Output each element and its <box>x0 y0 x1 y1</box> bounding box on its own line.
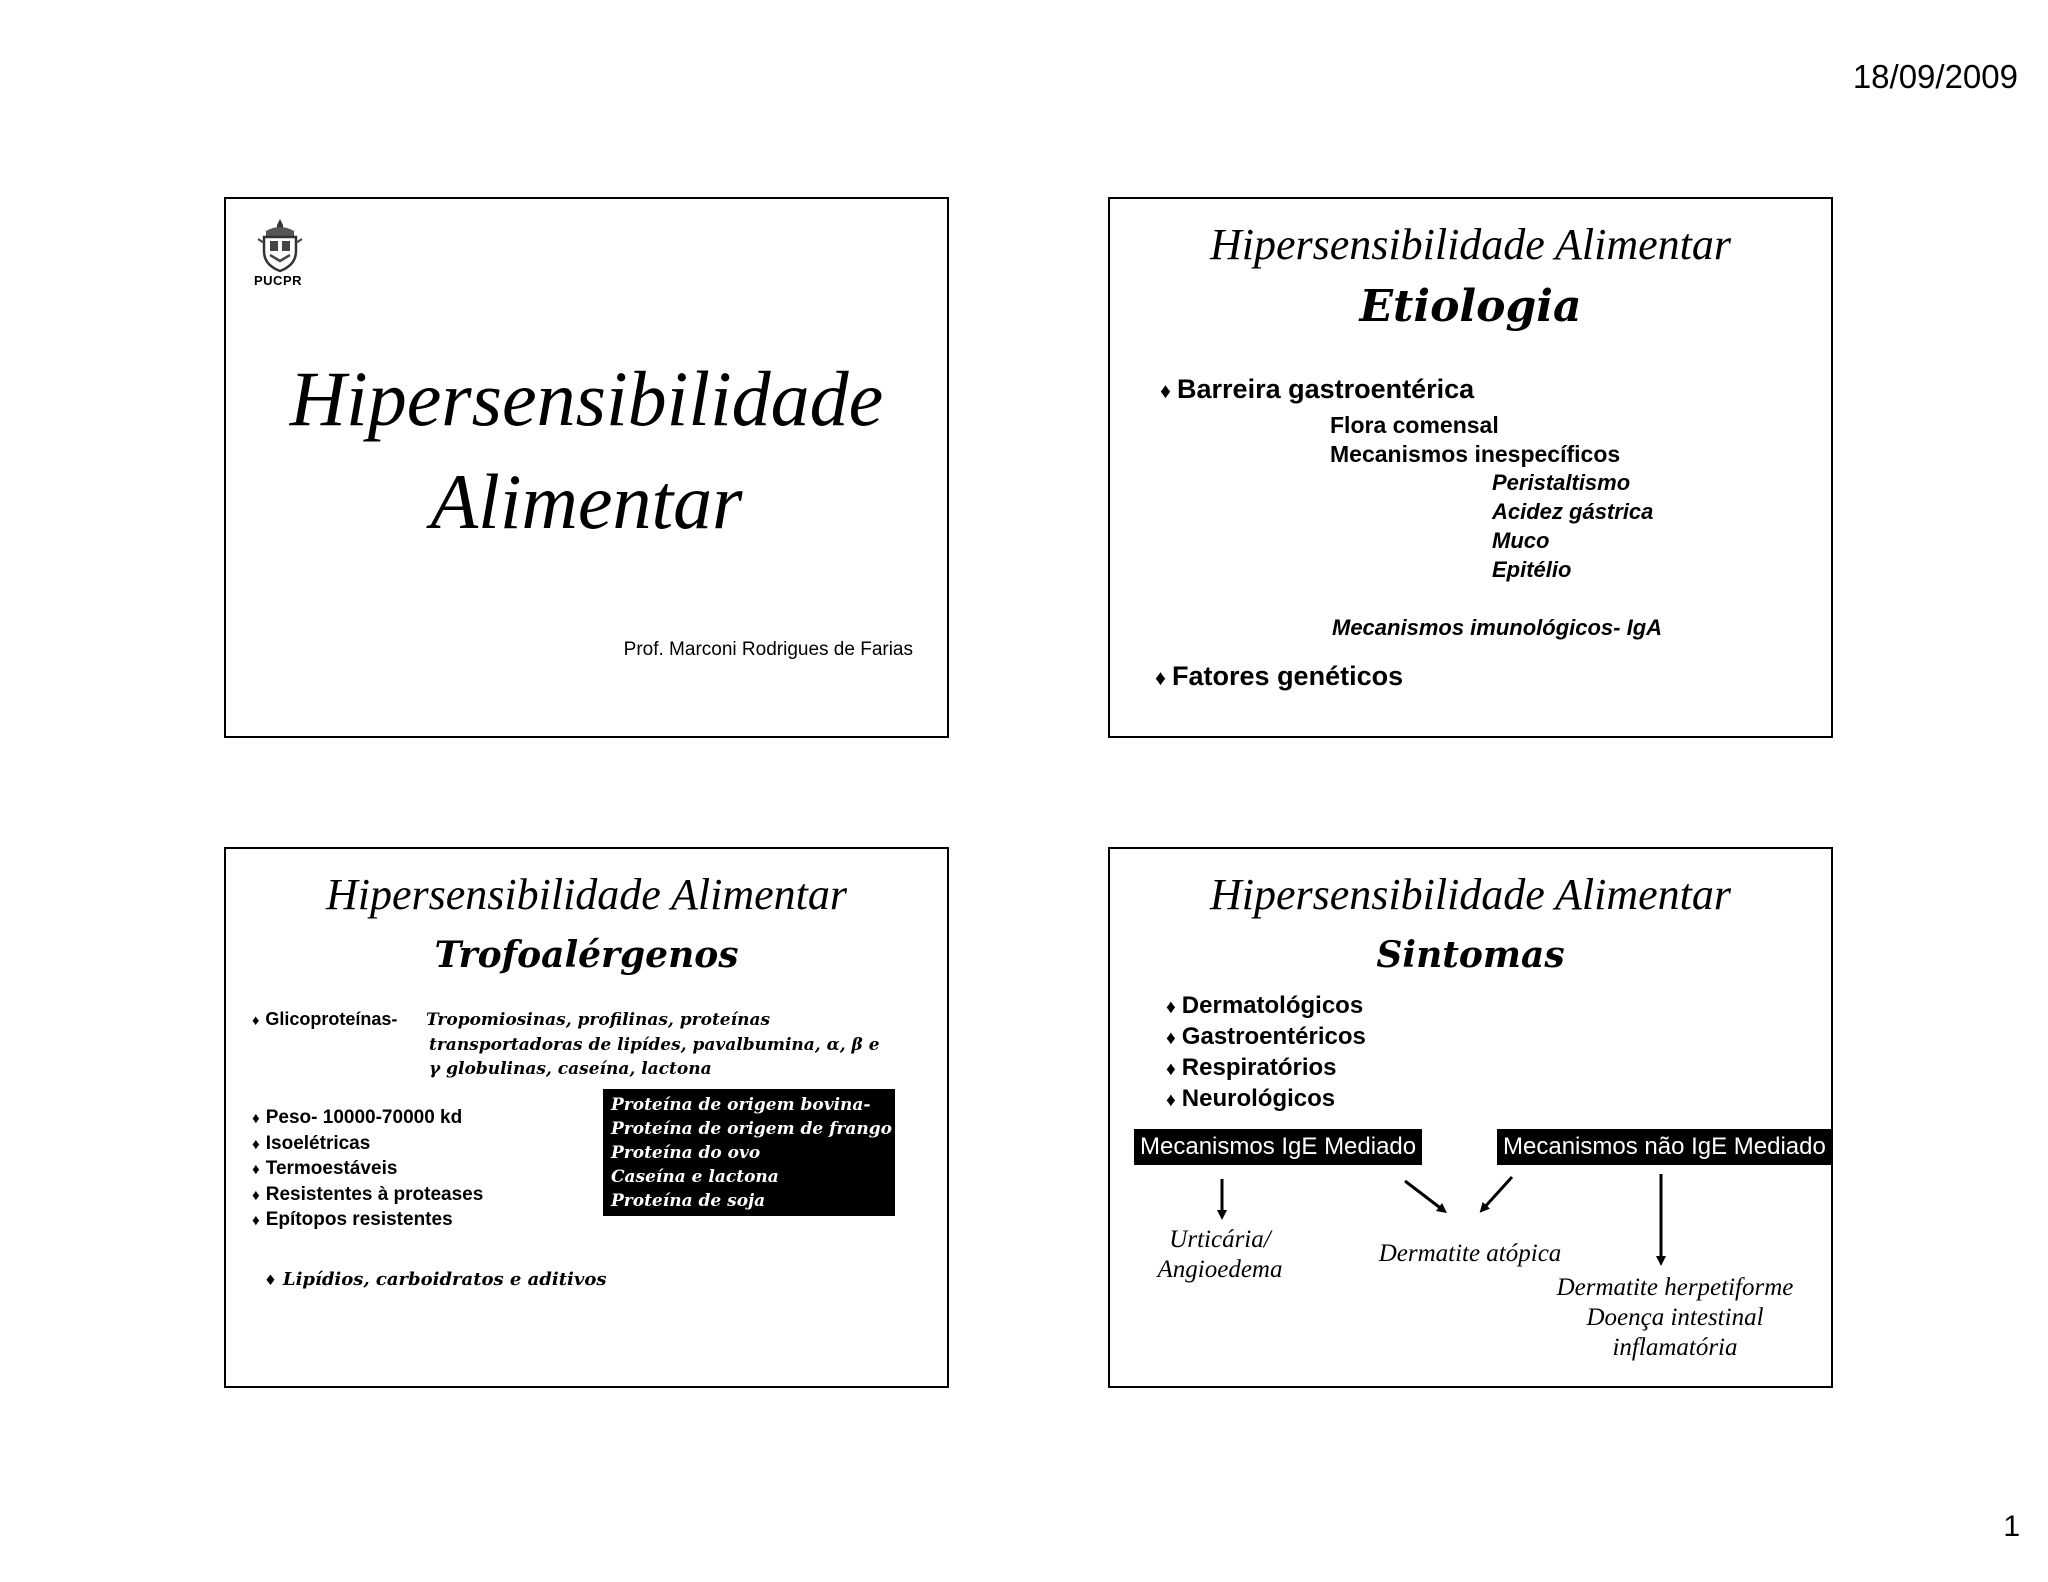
list-item-text: Gastroentéricos <box>1181 1023 1366 1050</box>
protein-source: Caseína e lactona <box>611 1167 779 1187</box>
diamond-bullet-icon: ♦ <box>1160 378 1172 403</box>
slide-title-line2: Alimentar <box>430 458 743 545</box>
list-item-text: Termoestáveis <box>265 1158 398 1179</box>
diamond-bullet-icon: ♦ <box>252 1161 260 1178</box>
arrow-ige-to-dermatite <box>1405 1181 1443 1210</box>
list-item-text: Isoelétricas <box>265 1132 371 1154</box>
glyco-line-2: transportadoras de lipídes, pavalbumina, α, β e <box>429 1035 880 1055</box>
diamond-bullet-icon: ♦ <box>264 1272 277 1289</box>
slide-heading: Hipersensibilidade Alimentar <box>1209 220 1732 269</box>
document-date: 18/09/2009 <box>1852 58 2018 95</box>
item-epitelio: Epitélio <box>1492 557 1572 582</box>
glyco-line-1: Tropomiosinas, profilinas, proteínas <box>426 1010 771 1030</box>
list-item <box>252 1183 483 1209</box>
list-item-text: Epítopos resistentes <box>265 1209 453 1230</box>
list-item <box>252 1106 483 1132</box>
slide-subheading: Sintomas <box>1376 934 1565 976</box>
list-item-text: Dermatológicos <box>1181 992 1364 1019</box>
protein-sources-box <box>603 1089 895 1216</box>
diamond-bullet-icon: ♦ <box>1166 1028 1176 1049</box>
diamond-bullet-icon: ♦ <box>252 1186 260 1204</box>
author-name: Prof. Marconi Rodrigues de Farias <box>623 639 913 660</box>
urticaria-line: Angioedema <box>1157 1256 1283 1283</box>
diamond-bullet-icon: ♦ <box>1166 1059 1176 1080</box>
item-muco: Muco <box>1492 528 1550 553</box>
slide-title <box>224 197 949 738</box>
result-line: Dermatite herpetiforme <box>1556 1274 1794 1301</box>
list-item <box>252 1157 483 1183</box>
diamond-bullet-icon: ♦ <box>252 1135 260 1153</box>
bullet-text: Fatores genéticos <box>1172 661 1404 691</box>
slide-etiologia <box>1108 197 1833 738</box>
bullet-text: Barreira gastroentérica <box>1177 374 1475 404</box>
list-item-text: Peso- 10000-70000 kd <box>265 1107 463 1128</box>
protein-source: Proteína do ovo <box>611 1143 761 1163</box>
glyco-label-text: Glicoproteínas- <box>265 1009 398 1029</box>
diamond-bullet-icon: ♦ <box>252 1110 260 1127</box>
result-line: inflamatória <box>1612 1334 1738 1361</box>
lipids-bullet <box>264 1267 606 1293</box>
diamond-bullet-icon: ♦ <box>252 1212 260 1229</box>
slide-subheading: Etiologia <box>1359 281 1582 332</box>
mecanismos-imunologicos: Mecanismos imunológicos- IgA <box>1332 615 1663 640</box>
sub-flora: Flora comensal <box>1330 412 1499 438</box>
list-item <box>252 1132 483 1158</box>
slide-heading: Hipersensibilidade Alimentar <box>325 870 848 919</box>
dermatite-atopica-label: Dermatite atópica <box>1378 1240 1562 1267</box>
slide-sintomas <box>1108 847 1833 1388</box>
arrow-nonige-to-dermatite <box>1483 1177 1512 1209</box>
urticaria-line: Urticária/ <box>1169 1226 1271 1253</box>
sub-mecanismos: Mecanismos inespecíficos <box>1330 441 1621 467</box>
diamond-bullet-icon: ♦ <box>252 1013 260 1029</box>
lipids-text: Lipídios, carboidratos e aditivos <box>282 1269 607 1290</box>
ige-mediated-box: Mecanismos IgE Mediado <box>1134 1129 1422 1165</box>
item-acidez: Acidez gástrica <box>1492 499 1654 524</box>
logo-text: PUCPR <box>254 273 303 288</box>
diamond-bullet-icon: ♦ <box>1166 1090 1176 1111</box>
result-line: Doença intestinal <box>1586 1304 1764 1331</box>
glyco-line-3: γ globulinas, caseína, lactona <box>429 1059 712 1079</box>
urticaria-label <box>1130 1225 1310 1285</box>
diamond-bullet-icon: ♦ <box>1155 665 1167 690</box>
property-list <box>252 1106 483 1234</box>
slide-title-line1: Hipersensibilidade <box>289 355 884 442</box>
list-item-text: Respiratórios <box>1181 1054 1337 1081</box>
bullet-barreira <box>1160 374 1474 405</box>
diamond-bullet-icon: ♦ <box>1166 997 1176 1018</box>
non-ige-mediated-box: Mecanismos não IgE Mediado <box>1497 1129 1832 1165</box>
protein-source: Proteína de soja <box>611 1191 766 1211</box>
item-peristaltismo: Peristaltismo <box>1492 470 1631 495</box>
list-item-text: Neurológicos <box>1181 1085 1336 1112</box>
slide-trofoalergenos <box>224 847 949 1388</box>
non-ige-results <box>1530 1273 1820 1363</box>
page-number: 1 <box>2003 1510 2020 1543</box>
list-item-text: Resistentes à proteases <box>265 1183 484 1205</box>
pucpr-crest-icon <box>256 217 304 273</box>
glyco-label <box>252 1009 397 1030</box>
bullet-fatores <box>1155 661 1403 692</box>
slide-heading: Hipersensibilidade Alimentar <box>1209 870 1732 919</box>
list-item <box>252 1208 483 1234</box>
protein-source: Proteína de origem de frango <box>611 1119 892 1139</box>
slide-subheading: Trofoalérgenos <box>434 934 739 976</box>
protein-source: Proteína de origem bovina- <box>611 1095 871 1115</box>
